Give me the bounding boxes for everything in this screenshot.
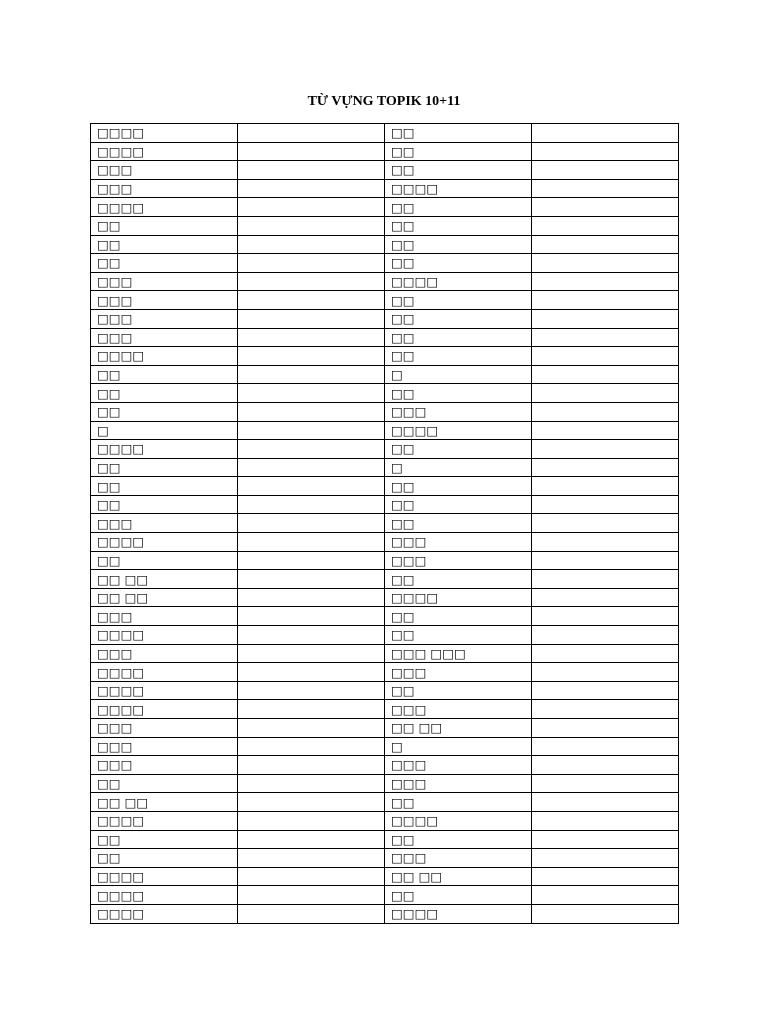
cell-word-left: □□ bbox=[91, 551, 238, 570]
cell-meaning-right bbox=[532, 830, 679, 849]
cell-word-right: □□ bbox=[385, 495, 532, 514]
cell-meaning-right bbox=[532, 142, 679, 161]
cell-word-right: □ bbox=[385, 737, 532, 756]
table-row bbox=[91, 402, 679, 421]
cell-word-right: □□ bbox=[385, 830, 532, 849]
cell-meaning-right bbox=[532, 384, 679, 403]
cell-meaning-left bbox=[238, 904, 385, 923]
cell-word-left: □□□□ bbox=[91, 142, 238, 161]
table-row bbox=[91, 570, 679, 589]
cell-word-left: □□ bbox=[91, 216, 238, 235]
table-row bbox=[91, 495, 679, 514]
cell-word-left: □□□□ bbox=[91, 700, 238, 719]
cell-word-left: □□□ bbox=[91, 514, 238, 533]
cell-meaning-left bbox=[238, 830, 385, 849]
cell-meaning-right bbox=[532, 607, 679, 626]
cell-meaning-left bbox=[238, 402, 385, 421]
cell-word-left: □□□ bbox=[91, 607, 238, 626]
cell-word-right: □□□ bbox=[385, 551, 532, 570]
table-row bbox=[91, 421, 679, 440]
cell-meaning-right bbox=[532, 254, 679, 273]
cell-meaning-right bbox=[532, 402, 679, 421]
table-row bbox=[91, 179, 679, 198]
cell-meaning-left bbox=[238, 421, 385, 440]
cell-meaning-left bbox=[238, 588, 385, 607]
cell-meaning-left bbox=[238, 514, 385, 533]
cell-meaning-right bbox=[532, 681, 679, 700]
cell-word-right: □□□ bbox=[385, 756, 532, 775]
cell-meaning-right bbox=[532, 719, 679, 738]
cell-meaning-right bbox=[532, 328, 679, 347]
cell-meaning-left bbox=[238, 477, 385, 496]
vocab-table-body bbox=[91, 124, 679, 924]
cell-word-left: □□ □□ bbox=[91, 588, 238, 607]
cell-meaning-left bbox=[238, 570, 385, 589]
cell-word-left: □□ bbox=[91, 849, 238, 868]
cell-meaning-right bbox=[532, 774, 679, 793]
cell-meaning-left bbox=[238, 291, 385, 310]
cell-word-right: □□□ bbox=[385, 663, 532, 682]
cell-meaning-right bbox=[532, 124, 679, 143]
cell-word-right: □□ bbox=[385, 570, 532, 589]
cell-word-right: □□ bbox=[385, 198, 532, 217]
cell-meaning-right bbox=[532, 867, 679, 886]
cell-word-right: □□ bbox=[385, 607, 532, 626]
cell-word-right: □□□ bbox=[385, 700, 532, 719]
cell-word-left: □□□□ bbox=[91, 663, 238, 682]
cell-meaning-right bbox=[532, 626, 679, 645]
cell-meaning-left bbox=[238, 849, 385, 868]
cell-meaning-left bbox=[238, 737, 385, 756]
table-row bbox=[91, 886, 679, 905]
cell-word-right: □□ bbox=[385, 793, 532, 812]
cell-meaning-left bbox=[238, 644, 385, 663]
vocab-table bbox=[90, 123, 679, 924]
table-row bbox=[91, 830, 679, 849]
cell-meaning-right bbox=[532, 495, 679, 514]
cell-word-left: □□□ bbox=[91, 309, 238, 328]
cell-meaning-left bbox=[238, 756, 385, 775]
cell-word-right: □□ bbox=[385, 142, 532, 161]
cell-meaning-right bbox=[532, 309, 679, 328]
cell-meaning-left bbox=[238, 533, 385, 552]
table-row bbox=[91, 663, 679, 682]
cell-word-left: □□□□ bbox=[91, 124, 238, 143]
cell-meaning-left bbox=[238, 384, 385, 403]
cell-meaning-right bbox=[532, 904, 679, 923]
cell-meaning-left bbox=[238, 198, 385, 217]
cell-word-left: □□ bbox=[91, 235, 238, 254]
table-row bbox=[91, 626, 679, 645]
cell-meaning-left bbox=[238, 700, 385, 719]
cell-word-left: □□□ bbox=[91, 756, 238, 775]
cell-meaning-left bbox=[238, 124, 385, 143]
table-row bbox=[91, 198, 679, 217]
table-row bbox=[91, 681, 679, 700]
table-row bbox=[91, 309, 679, 328]
cell-meaning-left bbox=[238, 272, 385, 291]
cell-word-left: □□ bbox=[91, 477, 238, 496]
cell-meaning-left bbox=[238, 811, 385, 830]
cell-meaning-right bbox=[532, 291, 679, 310]
cell-word-left: □□□□ bbox=[91, 440, 238, 459]
cell-word-left: □□ bbox=[91, 254, 238, 273]
cell-word-right: □□ bbox=[385, 161, 532, 180]
cell-word-left: □□□□ bbox=[91, 533, 238, 552]
cell-meaning-right bbox=[532, 216, 679, 235]
cell-meaning-right bbox=[532, 198, 679, 217]
table-row bbox=[91, 477, 679, 496]
cell-meaning-left bbox=[238, 365, 385, 384]
cell-word-right: □□ bbox=[385, 254, 532, 273]
cell-meaning-right bbox=[532, 793, 679, 812]
cell-word-right: □□ bbox=[385, 384, 532, 403]
table-row bbox=[91, 811, 679, 830]
cell-word-left: □□□ bbox=[91, 644, 238, 663]
cell-meaning-left bbox=[238, 309, 385, 328]
cell-word-right: □□ □□ bbox=[385, 867, 532, 886]
cell-meaning-left bbox=[238, 626, 385, 645]
cell-word-left: □□ bbox=[91, 402, 238, 421]
cell-meaning-left bbox=[238, 440, 385, 459]
cell-word-left: □□□□ bbox=[91, 886, 238, 905]
table-row bbox=[91, 551, 679, 570]
table-row bbox=[91, 588, 679, 607]
cell-word-right: □□□□ bbox=[385, 421, 532, 440]
table-row bbox=[91, 514, 679, 533]
table-row bbox=[91, 328, 679, 347]
cell-word-right: □□□□ bbox=[385, 272, 532, 291]
cell-word-left: □□□□ bbox=[91, 347, 238, 366]
cell-word-right: □□□ bbox=[385, 402, 532, 421]
table-row bbox=[91, 533, 679, 552]
cell-word-left: □□□ bbox=[91, 161, 238, 180]
cell-meaning-left bbox=[238, 347, 385, 366]
cell-meaning-left bbox=[238, 142, 385, 161]
cell-meaning-right bbox=[532, 811, 679, 830]
cell-meaning-right bbox=[532, 570, 679, 589]
table-row bbox=[91, 793, 679, 812]
cell-meaning-left bbox=[238, 551, 385, 570]
cell-word-right: □□ bbox=[385, 626, 532, 645]
cell-word-left: □□□ bbox=[91, 719, 238, 738]
cell-meaning-left bbox=[238, 216, 385, 235]
cell-meaning-left bbox=[238, 495, 385, 514]
cell-meaning-right bbox=[532, 161, 679, 180]
cell-word-right: □ bbox=[385, 365, 532, 384]
table-row bbox=[91, 142, 679, 161]
cell-word-right: □□ bbox=[385, 440, 532, 459]
cell-meaning-left bbox=[238, 663, 385, 682]
cell-word-left: □□□□ bbox=[91, 867, 238, 886]
cell-word-right: □□ bbox=[385, 291, 532, 310]
cell-meaning-left bbox=[238, 867, 385, 886]
table-row bbox=[91, 867, 679, 886]
table-row bbox=[91, 719, 679, 738]
cell-word-right: □□□ bbox=[385, 533, 532, 552]
cell-word-right: □□□ □□□ bbox=[385, 644, 532, 663]
cell-word-left: □□□□ bbox=[91, 198, 238, 217]
table-row bbox=[91, 384, 679, 403]
table-row bbox=[91, 440, 679, 459]
table-row bbox=[91, 235, 679, 254]
cell-meaning-left bbox=[238, 235, 385, 254]
cell-meaning-right bbox=[532, 588, 679, 607]
cell-word-left: □□□ bbox=[91, 179, 238, 198]
cell-word-left: □□ bbox=[91, 774, 238, 793]
table-row bbox=[91, 904, 679, 923]
cell-meaning-left bbox=[238, 328, 385, 347]
table-row bbox=[91, 254, 679, 273]
cell-meaning-right bbox=[532, 179, 679, 198]
cell-word-right: □□□ bbox=[385, 849, 532, 868]
cell-meaning-left bbox=[238, 254, 385, 273]
cell-word-left: □□ bbox=[91, 384, 238, 403]
cell-word-right: □□□□ bbox=[385, 904, 532, 923]
table-row bbox=[91, 737, 679, 756]
cell-word-right: □□ bbox=[385, 235, 532, 254]
cell-meaning-right bbox=[532, 272, 679, 291]
table-row bbox=[91, 216, 679, 235]
cell-meaning-right bbox=[532, 347, 679, 366]
cell-word-right: □□ bbox=[385, 347, 532, 366]
table-row bbox=[91, 124, 679, 143]
cell-meaning-left bbox=[238, 161, 385, 180]
cell-word-left: □□ bbox=[91, 365, 238, 384]
cell-meaning-left bbox=[238, 886, 385, 905]
cell-meaning-right bbox=[532, 440, 679, 459]
table-row bbox=[91, 700, 679, 719]
cell-word-left: □□□ bbox=[91, 737, 238, 756]
cell-meaning-left bbox=[238, 681, 385, 700]
cell-meaning-right bbox=[532, 644, 679, 663]
cell-word-left: □□□ bbox=[91, 272, 238, 291]
cell-meaning-right bbox=[532, 886, 679, 905]
cell-word-left: □□ □□ bbox=[91, 570, 238, 589]
cell-meaning-right bbox=[532, 756, 679, 775]
table-row bbox=[91, 365, 679, 384]
cell-meaning-left bbox=[238, 719, 385, 738]
cell-meaning-right bbox=[532, 477, 679, 496]
cell-word-left: □□□□ bbox=[91, 904, 238, 923]
cell-word-left: □□□□ bbox=[91, 811, 238, 830]
cell-word-left: □□□□ bbox=[91, 626, 238, 645]
cell-meaning-right bbox=[532, 737, 679, 756]
table-row bbox=[91, 291, 679, 310]
cell-word-left: □□ □□ bbox=[91, 793, 238, 812]
document-title: TỪ VỰNG TOPIK 10+11 bbox=[307, 94, 461, 109]
cell-meaning-right bbox=[532, 421, 679, 440]
cell-word-left: □□□ bbox=[91, 328, 238, 347]
cell-meaning-right bbox=[532, 551, 679, 570]
table-row bbox=[91, 161, 679, 180]
cell-word-left: □□ bbox=[91, 495, 238, 514]
cell-meaning-left bbox=[238, 774, 385, 793]
table-row bbox=[91, 347, 679, 366]
cell-word-right: □□ bbox=[385, 124, 532, 143]
cell-word-right: □□□ bbox=[385, 774, 532, 793]
cell-word-left: □□ bbox=[91, 830, 238, 849]
cell-word-right: □□□□ bbox=[385, 811, 532, 830]
cell-meaning-right bbox=[532, 365, 679, 384]
cell-word-left: □□□□ bbox=[91, 681, 238, 700]
table-row bbox=[91, 458, 679, 477]
cell-meaning-left bbox=[238, 793, 385, 812]
cell-meaning-right bbox=[532, 235, 679, 254]
cell-word-right: □□□□ bbox=[385, 588, 532, 607]
cell-meaning-left bbox=[238, 179, 385, 198]
cell-word-right: □□ bbox=[385, 328, 532, 347]
cell-word-right: □□ bbox=[385, 309, 532, 328]
cell-meaning-right bbox=[532, 700, 679, 719]
cell-word-right: □□ bbox=[385, 681, 532, 700]
cell-word-left: □ bbox=[91, 421, 238, 440]
cell-meaning-right bbox=[532, 849, 679, 868]
cell-meaning-left bbox=[238, 458, 385, 477]
cell-meaning-left bbox=[238, 607, 385, 626]
cell-word-left: □□□ bbox=[91, 291, 238, 310]
cell-word-right: □ bbox=[385, 458, 532, 477]
cell-meaning-right bbox=[532, 663, 679, 682]
cell-word-right: □□ bbox=[385, 477, 532, 496]
cell-word-left: □□ bbox=[91, 458, 238, 477]
table-row bbox=[91, 272, 679, 291]
table-row bbox=[91, 607, 679, 626]
cell-word-right: □□ □□ bbox=[385, 719, 532, 738]
cell-word-right: □□ bbox=[385, 886, 532, 905]
cell-word-right: □□ bbox=[385, 216, 532, 235]
cell-word-right: □□□□ bbox=[385, 179, 532, 198]
cell-meaning-right bbox=[532, 514, 679, 533]
cell-meaning-right bbox=[532, 533, 679, 552]
table-row bbox=[91, 849, 679, 868]
table-row bbox=[91, 774, 679, 793]
cell-meaning-right bbox=[532, 458, 679, 477]
table-row bbox=[91, 756, 679, 775]
table-row bbox=[91, 644, 679, 663]
cell-word-right: □□ bbox=[385, 514, 532, 533]
